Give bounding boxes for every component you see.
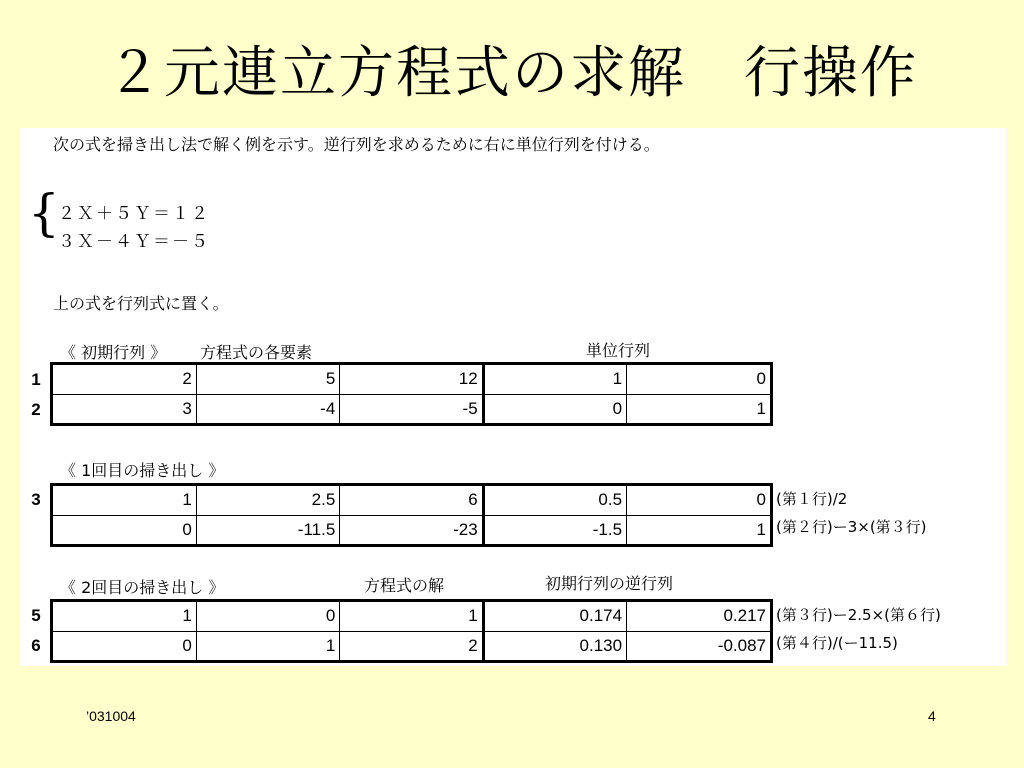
equation-1: ２Ｘ＋５Ｙ＝１２ bbox=[58, 204, 210, 224]
row-operation-note: (第２行)ー3×(第３行) bbox=[776, 518, 927, 536]
row-number: 3 bbox=[31, 490, 41, 509]
table-cell: 3 bbox=[53, 394, 196, 423]
row-number: 2 bbox=[31, 400, 41, 419]
table-cell: 0.174 bbox=[483, 602, 626, 631]
initial-matrix-table bbox=[50, 362, 773, 426]
table-row bbox=[53, 365, 770, 394]
slide-title: ２元連立方程式の求解 行操作 bbox=[106, 41, 918, 106]
section-label-inverse: 初期行列の逆行列 bbox=[545, 574, 674, 593]
section-sublabel-coefficients: 方程式の各要素 bbox=[200, 343, 313, 362]
table-cell: -0.087 bbox=[627, 631, 770, 660]
equation-brace: { bbox=[28, 184, 60, 242]
table-cell: 1 bbox=[483, 365, 626, 394]
table-row bbox=[53, 394, 770, 423]
section-label-identity: 単位行列 bbox=[586, 341, 651, 360]
table-row bbox=[53, 631, 770, 660]
table-cell: -11.5 bbox=[196, 515, 339, 544]
footer-date: ’031004 bbox=[86, 708, 136, 724]
first-sweep-table bbox=[50, 483, 773, 547]
row-operation-note: (第３行)ー2.5×(第６行) bbox=[776, 606, 941, 624]
table-cell: 5 bbox=[196, 365, 339, 394]
table-cell: 0 bbox=[196, 602, 339, 631]
table-row bbox=[53, 486, 770, 515]
table-cell: 1 bbox=[53, 486, 196, 515]
table-cell: -1.5 bbox=[483, 515, 626, 544]
row-number: 6 bbox=[31, 636, 41, 655]
table-cell: 1 bbox=[627, 394, 770, 423]
table-cell: 0.5 bbox=[483, 486, 626, 515]
table-cell: 1 bbox=[53, 602, 196, 631]
section-label-first-sweep: 《 1回目の掃き出し 》 bbox=[60, 461, 225, 480]
table-cell: 0.130 bbox=[483, 631, 626, 660]
section-label-second-sweep: 《 2回目の掃き出し 》 bbox=[60, 578, 225, 597]
intro-text: 次の式を掃き出し法で解く例を示す。逆行列を求めるために右に単位行列を付ける。 bbox=[53, 135, 660, 154]
row-operation-note: (第１行)/2 bbox=[776, 490, 848, 508]
table-cell: 0.217 bbox=[627, 602, 770, 631]
table-cell: 0 bbox=[483, 394, 626, 423]
row-number: 1 bbox=[31, 370, 41, 389]
row-operation-note: (第４行)/(ー11.5) bbox=[776, 634, 898, 652]
row-number: 5 bbox=[31, 606, 41, 625]
section-sublabel-solution: 方程式の解 bbox=[364, 576, 445, 595]
table-cell: 2.5 bbox=[196, 486, 339, 515]
table-cell: -23 bbox=[340, 515, 483, 544]
table-cell: 1 bbox=[196, 631, 339, 660]
table-cell: -4 bbox=[196, 394, 339, 423]
second-sweep-table bbox=[50, 599, 773, 663]
table-cell: 2 bbox=[53, 365, 196, 394]
table-cell: 1 bbox=[627, 515, 770, 544]
page-number: 4 bbox=[928, 708, 936, 724]
scanned-worksheet bbox=[20, 128, 1007, 666]
matrix-intro: 上の式を行列式に置く。 bbox=[53, 294, 229, 313]
equation-2: ３Ｘ－４Ｙ＝－５ bbox=[58, 232, 210, 252]
table-cell: 6 bbox=[340, 486, 483, 515]
table-row bbox=[53, 602, 770, 631]
table-cell: 12 bbox=[340, 365, 483, 394]
table-cell: 0 bbox=[627, 486, 770, 515]
table-cell: 0 bbox=[627, 365, 770, 394]
table-row bbox=[53, 515, 770, 544]
table-cell: 1 bbox=[340, 602, 483, 631]
table-cell: 2 bbox=[340, 631, 483, 660]
table-cell: -5 bbox=[340, 394, 483, 423]
table-cell: 0 bbox=[53, 631, 196, 660]
table-cell: 0 bbox=[53, 515, 196, 544]
section-label-initial: 《 初期行列 》 bbox=[60, 343, 167, 362]
